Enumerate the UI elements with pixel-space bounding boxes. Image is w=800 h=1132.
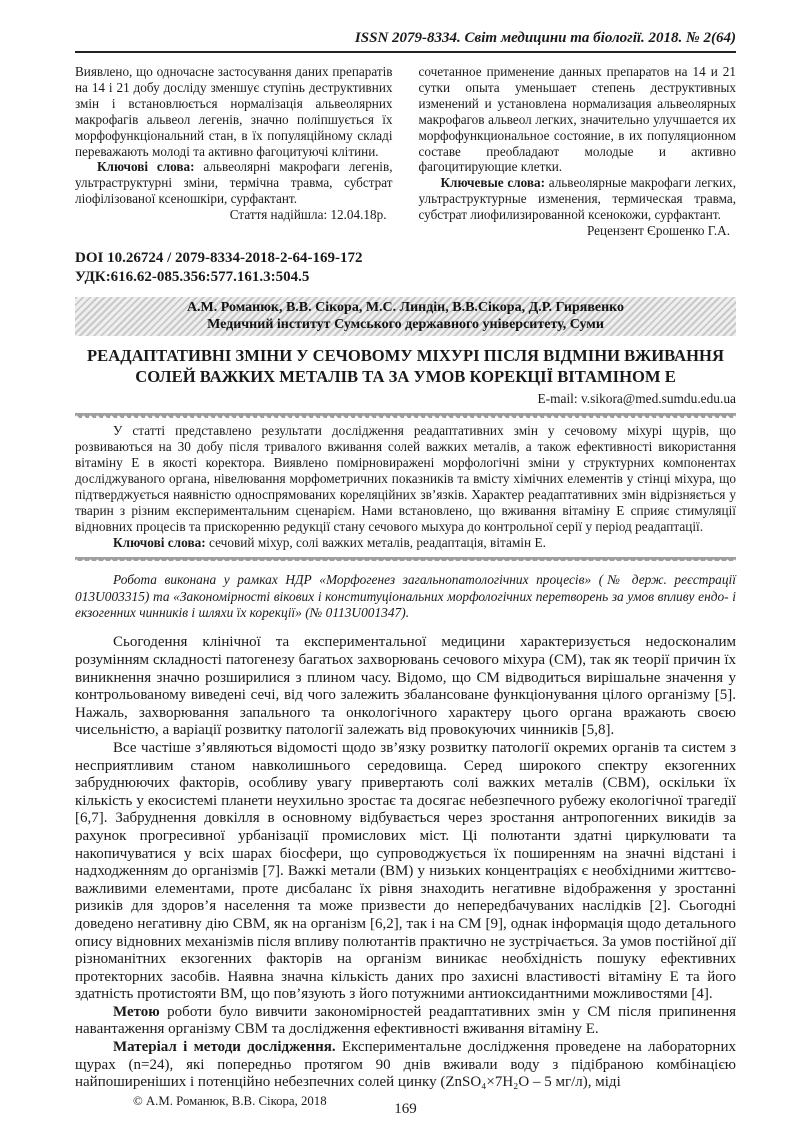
email-line: E-mail: v.sikora@med.sumdu.edu.ua	[537, 390, 736, 406]
doi-line: DOI 10.26724 / 2079-8334-2018-2-64-169-172	[75, 249, 363, 266]
article-title: РЕАДАПТАТИВНІ ЗМІНИ У СЕЧОВОМУ МІХУРІ ПІСЛЯ ВІДМІНИ ВЖИВАННЯ СОЛЕЙ ВАЖКИХ МЕТАЛІВ ТА ЗА УМОВ КОРЕКЦІЇ ВІТАМІНОМ Е	[87, 345, 724, 387]
keywords-label-uk: Ключові слова:	[97, 159, 195, 175]
body-paragraph-4	[75, 1039, 736, 1092]
body-paragraph-3	[75, 1004, 736, 1039]
resume-text-uk: Виявлено, що одночасне застосування даних препаратів на 14 і 21 добу досліду зменшує ступінь деструктивних змін і встановлюється нормалізація альвеолярних макрофагів альвеол легенів, значно поліпшується їх морфофункціональний стан, в їх популяційному складі переважають молоді та активно фагоцитуючі клітини.	[75, 64, 393, 159]
keywords-paragraph-uk	[75, 159, 393, 207]
paragraph-text: Все частіше з’являються відомості щодо зв’язку розвитку патології окремих органів та систем з несприятливим станом навколишнього середовища. Серед широкого спектру екзогенних забруднюючих факторів, особливу увагу привертають солі важких металів (СВМ), оскільки їх кількість у екосистемі планети неухильно зростає та досягає небезпечного рубежу екологічної трагедії [6,7]. Забруднення довкілля в основному відбувається через зростання антропогенних викидів за рахунок прогресивної урбанізації промислових міст. Ці полютанти здатні циркулювати та накопичуватися у всіх шарах біосфери, що супроводжується їх поширенням на значні відстані і надходженням до організмів [7]. Важкі метали (ВМ) у низьких концентраціях є необхідними життєво-важливими елементами, проте дисбаланс їх рівня знаходить негативне відображення у зростанні ризиків для здоров’я населення та може призвести до непередбачуваних наслідків [2]. Сьогодні доведено негативну дію СВМ, як на організм [6,2], так і на СМ [9], однак інформація щодо детального опису відновних механізмів після впливу полютантів практично не зустрічається. За умов постійної дії різноманітних екзогенних факторів на організм виникає необхідність пошуку ефективних протекторних засобів. Наявна значна кількість даних про захисні властивості вітаміну Е та його здатність протистояти ВМ, що пов’язують з його потужними антиоксидантними можливостями [4].	[75, 739, 736, 1003]
identifiers-block	[75, 249, 736, 288]
affiliation-line: Медичний інститут Сумського державного університету, Суми	[207, 316, 604, 332]
keywords-paragraph-ru	[419, 175, 737, 223]
issn-line: ISSN 2079-8334. Світ медицини та біології. 2018. № 2(64)	[354, 30, 736, 46]
resume-column-ukrainian	[75, 64, 393, 239]
paragraph-text: роботи було вивчити закономірностей реадаптативних змін у СМ після припинення навантаження організму СВМ та дослідження ефективності вживання вітаміну Е.	[75, 1003, 736, 1038]
abstract-keywords-label: Ключові слова:	[113, 534, 206, 550]
keywords-text-uk: альвеолярні макрофаги легенів, ультраструктурні зміни, термічна травма, субстрат ліофілізованої ксеношкіри, сурфактант.	[75, 159, 393, 207]
previous-article-resumes	[75, 64, 736, 239]
abstract-keywords-text: сечовий міхур, солі важких металів, реадаптація, вітамін Е.	[205, 534, 546, 550]
body-paragraph-2	[75, 740, 736, 1004]
body-paragraph-1	[75, 634, 736, 740]
authors-line: А.М. Романюк, В.В. Сікора, М.С. Линдін, В.В.Сікора, Д.Р. Гирявенко	[186, 299, 625, 315]
paragraph-lead: Метою	[113, 1003, 160, 1020]
journal-header	[75, 30, 736, 53]
abstract-block	[75, 423, 736, 551]
paragraph-text: Сьогодення клінічної та експериментальної медицини характеризується недосконалим розумінням складності патогенезу багатьох захворювань сечового міхура (СМ), так як теорії причин їх виникнення значно розширилися з плином часу. Відомо, що СМ відводиться вирішальне значення у контрольованому виведені сечі, від чого залежить збалансоване функціонування цілого організму [5]. Нажаль, захворювання запального та онкологічного характеру цього органа вражають своєю чисельністю, а варіації розвитку патології залежать від провокуючих чинників [5,8].	[75, 634, 736, 739]
page-number: 169	[394, 1100, 417, 1117]
resume-text-ru: сочетанное применение данных препаратов на 14 и 21 сутки опыта уменьшает степень деструктивных изменений и установлена нормализация альвеолярных макрофагов альвеол легких, значительно улучшается их морфофункциональное состояние, в их популяционном составе преобладают молодые и активно фагоцитирующие клетки.	[418, 64, 736, 175]
article-received-line: Стаття надійшла: 12.04.18р.	[229, 207, 387, 223]
article-body	[75, 634, 736, 1091]
udk-line: УДК:616.62-085.356:577.161.3:504.5	[75, 269, 310, 286]
reviewer-line: Рецензент Єрошенко Г.А.	[587, 223, 730, 239]
abstract-keywords-paragraph	[75, 535, 736, 551]
zigzag-divider-bottom	[75, 557, 736, 562]
page-footer	[75, 1092, 736, 1118]
paragraph-lead: Матеріал і методи дослідження.	[113, 1039, 336, 1056]
resume-column-russian	[419, 64, 737, 239]
copyright-line: © А.М. Романюк, В.В. Сікора, 2018	[133, 1093, 327, 1108]
keywords-label-ru: Ключевые слова:	[440, 175, 545, 191]
keywords-text-ru: альвеолярные макрофаги легких, ультраструктурные изменения, термическая травма, субстрат лиофилизированной ксенокожи, сурфактант.	[418, 175, 736, 223]
abstract-text: У статті представлено результати дослідження реадаптативних змін у сечовому міхурі щурів, що розвиваються на 30 добу після тривалого вживання солей важких металів, а також ефективності використання вітаміну Е в якості коректора. Виявлено помірновиражені морфологічні зміни у структурних компонентах досліджуваного органа, нівелювання морфометричних показників та вмісту хімічних елементів у стінці міхура, що підтверджується наявністю односпрямованих кореляційних зв’язків. Характер реадаптативних змін відрізняється у тварин з різним експериментальним сценарієм. Нами встановлено, що вживання вітаміну Е сприяє стимуляції відновних процесів та прискоренню редукції стану сечового мыхура до контрольної серії у період реадаптації.	[75, 422, 736, 534]
zigzag-divider-top	[75, 413, 736, 418]
authors-banner	[75, 297, 736, 336]
funding-note: Робота виконана у рамках НДР «Морфогенез загальнопатологічних процесів» (№ держ. реєстрації 013U003315) та «Закономірності вікових і конституціональних морфологічних перетворень за умов впливу ендо- і екзогенних чинників і шляхи їх корекції» (№ 0113U001347).	[75, 572, 736, 620]
paragraph-text: Експериментальне дослідження проведене на лабораторних щурах (n=24), які попередньо протягом 90 днів вживали воду з підібраною комбінацією найпоширеніших і потенційно небезпечних солей цинку (ZnSO₄×7H₂O – 5 мг/л), міді	[75, 1039, 736, 1091]
